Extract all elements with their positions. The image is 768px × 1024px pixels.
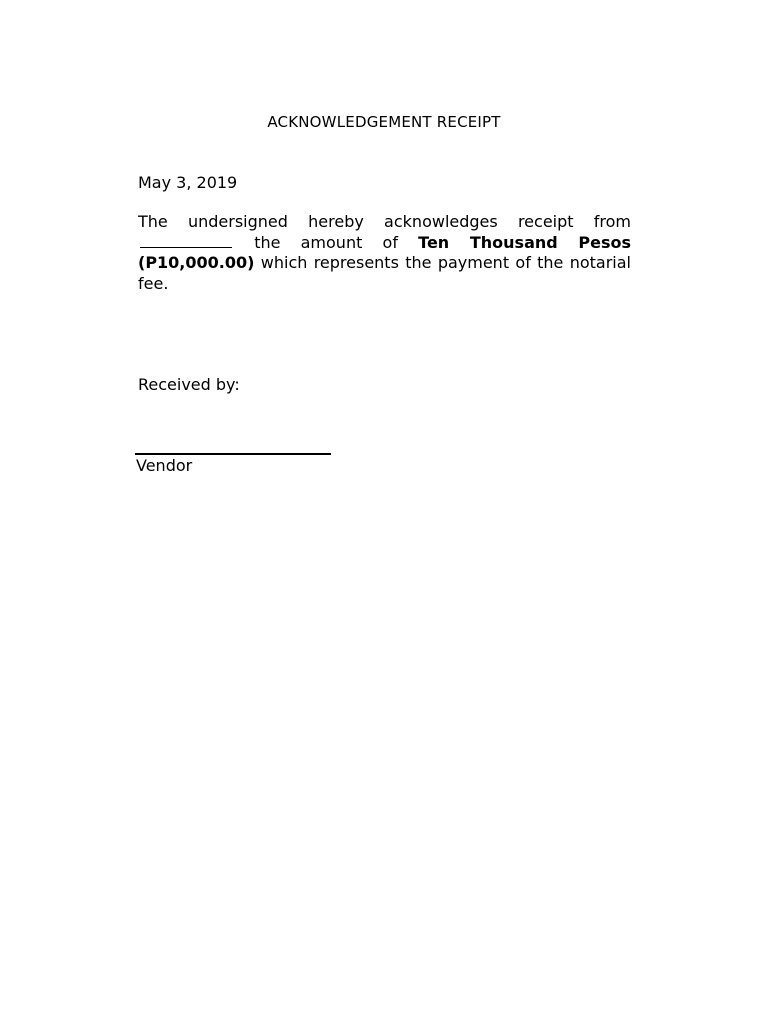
signature-line [135,453,331,455]
receipt-date: May 3, 2019 [138,173,238,192]
body-mid: the amount of [254,232,398,252]
amount-in-figures: (P10,000.00) [138,253,255,272]
payer-name-blank [140,234,232,248]
body-purpose: which represents the payment of the notarial fee. [138,253,632,293]
body-intro: The undersigned hereby acknowledges receipt from [138,212,631,231]
document-title: ACKNOWLEDGEMENT RECEIPT [267,113,501,131]
received-by-label: Received by: [138,375,240,394]
signatory-label: Vendor [136,456,193,475]
amount-in-words: Ten Thousand Pesos [418,232,631,252]
receipt-body [138,212,631,294]
